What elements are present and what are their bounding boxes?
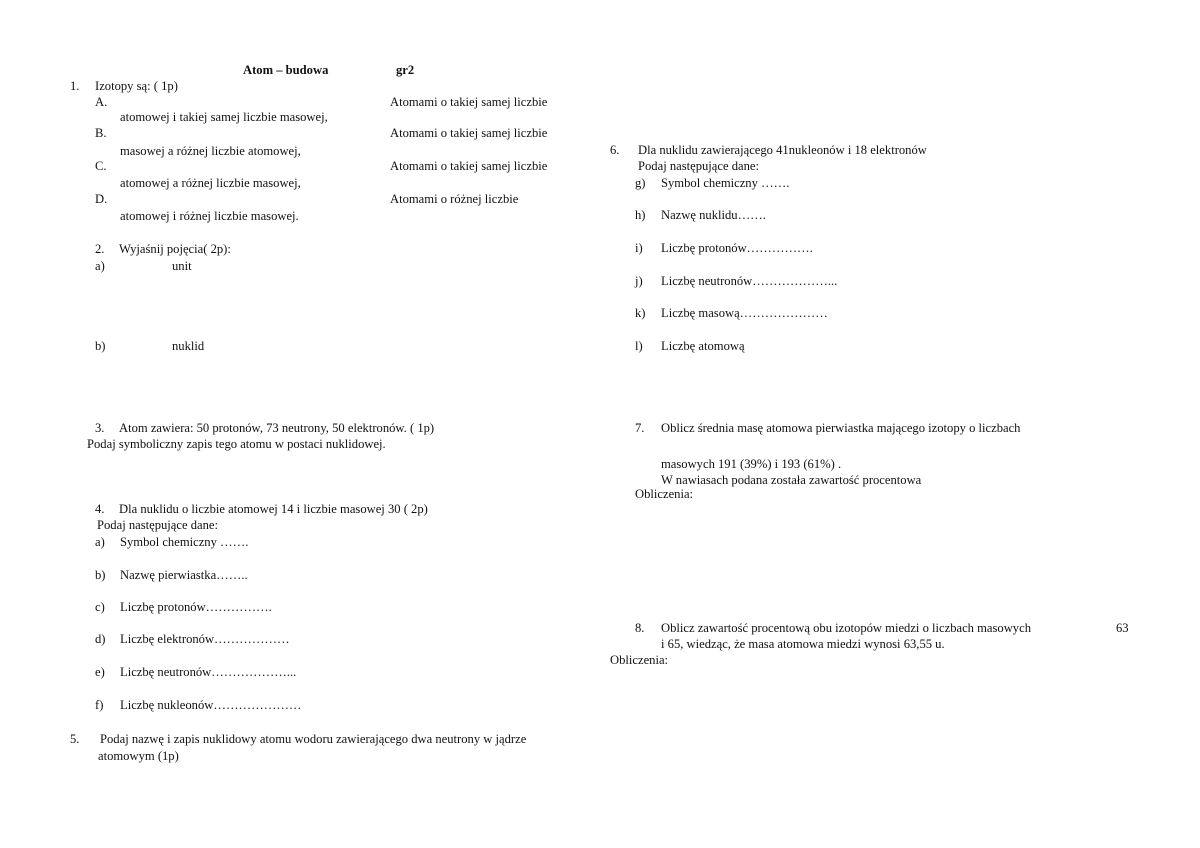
q4-item-letter: a) [95, 535, 105, 549]
q6-item-letter: j) [635, 274, 643, 288]
q2-number: 2. [95, 242, 105, 256]
q6-item-text: Liczbę neutronów………………... [661, 274, 838, 288]
q7-calculations-label: Obliczenia: [635, 487, 694, 501]
q7-note: W nawiasach podana została zawartość procentowa [661, 473, 922, 487]
q4-item-text: Symbol chemiczny ……. [120, 535, 249, 549]
q4-subtitle: Podaj następujące dane: [97, 518, 218, 532]
q1-option-continuation: atomowej i takiej samej liczbie masowej, [120, 110, 328, 124]
q6-item-text: Liczbę masową………………… [661, 306, 828, 320]
q1-option-text: Atomami o takiej samej liczbie [390, 159, 548, 173]
q1-option-text: Atomami o takiej samej liczbie [390, 126, 548, 140]
q4-item-text: Liczbę neutronów………………... [120, 665, 297, 679]
q4-item-letter: f) [95, 698, 104, 712]
q2-item-text: unit [172, 259, 192, 273]
q7-number: 7. [635, 421, 645, 435]
group-label: gr2 [396, 63, 415, 77]
q1-option-text: Atomami o takiej samej liczbie [390, 95, 548, 109]
q8-number: 8. [635, 621, 645, 635]
q4-item-text: Liczbę nukleonów………………… [120, 698, 302, 712]
q1-option-text: Atomami o różnej liczbie [390, 192, 519, 206]
q4-item-letter: d) [95, 632, 106, 646]
q1-option-letter: D. [95, 192, 108, 206]
q4-item-text: Liczbę elektronów……………… [120, 632, 290, 646]
q2-item-letter: a) [95, 259, 105, 273]
q2-item-letter: b) [95, 339, 106, 353]
q6-item-letter: k) [635, 306, 646, 320]
q6-item-text: Liczbę atomową [661, 339, 745, 353]
q8-mass-number: 63 [1116, 621, 1129, 635]
page-title: Atom – budowa [243, 63, 329, 77]
q4-item-letter: b) [95, 568, 106, 582]
q4-number: 4. [95, 502, 105, 516]
q8-calculations-label: Obliczenia: [610, 653, 669, 667]
q6-subtitle: Podaj następujące dane: [638, 159, 759, 173]
q1-option-letter: B. [95, 126, 107, 140]
q8-text: Oblicz zawartość procentową obu izotopów miedzi o liczbach masowych [661, 621, 1031, 635]
q1-option-letter: A. [95, 95, 108, 109]
q6-item-letter: g) [635, 176, 646, 190]
q3-text: Atom zawiera: 50 protonów, 73 neutrony, 50 elektronów. ( 1p) [119, 421, 435, 435]
q6-number: 6. [610, 143, 620, 157]
q2-text: Wyjaśnij pojęcia( 2p): [119, 242, 231, 256]
q4-item-letter: c) [95, 600, 105, 614]
q4-item-letter: e) [95, 665, 105, 679]
q6-item-text: Symbol chemiczny ……. [661, 176, 790, 190]
q6-text: Dla nuklidu zawierającego 41nukleonów i 18 elektronów [638, 143, 927, 157]
q1-number: 1. [70, 79, 80, 93]
q1-option-continuation: atomowej i różnej liczbie masowej. [120, 209, 299, 223]
q1-text: Izotopy są: ( 1p) [95, 79, 178, 93]
q7-text: Oblicz średnia masę atomowa pierwiastka mającego izotopy o liczbach [661, 421, 1021, 435]
q5-text-continuation: atomowym (1p) [98, 749, 179, 763]
q1-option-continuation: atomowej a różnej liczbie masowej, [120, 176, 301, 190]
q7-text-continuation: masowych 191 (39%) i 193 (61%) . [661, 457, 842, 471]
q3-text-continuation: Podaj symboliczny zapis tego atomu w postaci nuklidowej. [87, 437, 386, 451]
q6-item-letter: h) [635, 208, 646, 222]
q5-number: 5. [70, 732, 80, 746]
q4-item-text: Liczbę protonów……………. [120, 600, 272, 614]
q5-text: Podaj nazwę i zapis nuklidowy atomu wodoru zawierającego dwa neutrony w jądrze [100, 732, 527, 746]
q6-item-letter: i) [635, 241, 643, 255]
q2-item-text: nuklid [172, 339, 205, 353]
q3-number: 3. [95, 421, 105, 435]
q6-item-text: Nazwę nuklidu……. [661, 208, 766, 222]
q6-item-text: Liczbę protonów……………. [661, 241, 813, 255]
q4-item-text: Nazwę pierwiastka…….. [120, 568, 248, 582]
q6-item-letter: l) [635, 339, 643, 353]
q1-option-letter: C. [95, 159, 107, 173]
q1-option-continuation: masowej a różnej liczbie atomowej, [120, 144, 301, 158]
q4-text: Dla nuklidu o liczbie atomowej 14 i liczbie masowej 30 ( 2p) [119, 502, 428, 516]
q8-text-continuation: i 65, wiedząc, że masa atomowa miedzi wynosi 63,55 u. [661, 637, 945, 651]
